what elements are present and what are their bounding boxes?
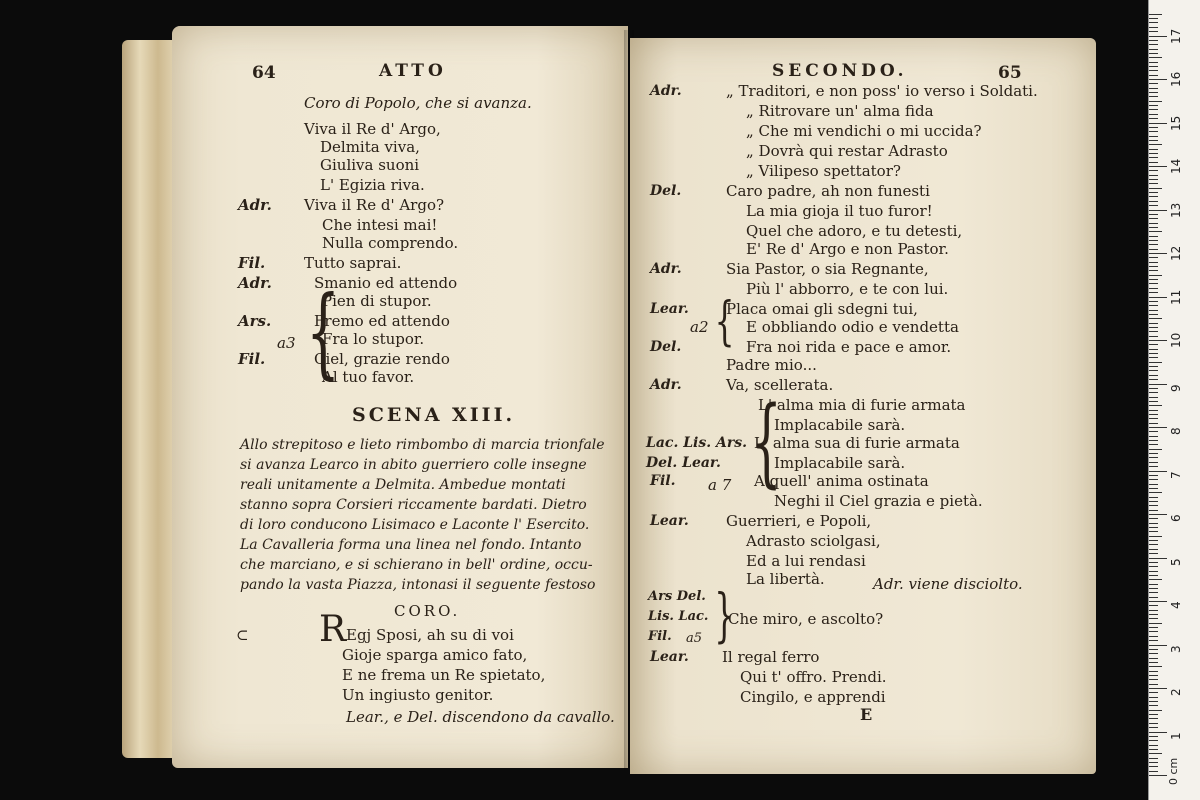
- ruler-tick: [1149, 688, 1167, 689]
- ruler-unit: 0 cm: [1167, 757, 1180, 785]
- ruler-tick: [1149, 571, 1158, 572]
- speaker-label: Del.: [650, 183, 682, 199]
- ruler-tick: [1149, 253, 1167, 254]
- ruler-number: 5: [1169, 557, 1183, 566]
- ruler-tick: [1149, 479, 1158, 480]
- ruler-tick: [1149, 357, 1158, 358]
- ruler-tick: [1149, 588, 1158, 589]
- ruler-tick: [1149, 109, 1158, 110]
- ruler-tick: [1149, 610, 1158, 611]
- ruler-tick: [1149, 679, 1158, 680]
- speaker-label: Adr.: [650, 261, 682, 277]
- ruler-number: 8: [1169, 427, 1183, 435]
- drop-cap: R: [319, 609, 347, 650]
- ruler-tick: [1149, 218, 1158, 219]
- ruler-tick: [1149, 562, 1158, 563]
- speaker-label: Fil.: [238, 350, 266, 368]
- ruler-tick: [1149, 492, 1162, 493]
- ruler-tick: [1149, 201, 1158, 202]
- ruler-tick: [1149, 366, 1158, 367]
- ruler-tick: [1149, 645, 1167, 646]
- ruler-tick: [1149, 544, 1158, 545]
- ruler-tick: [1149, 344, 1158, 345]
- ruler-tick: [1149, 740, 1158, 741]
- verse-line: Egj Sposi, ah su di voi: [346, 626, 514, 644]
- ruler-tick: [1149, 727, 1158, 728]
- ruler-tick: [1149, 631, 1158, 632]
- ruler-tick: [1149, 162, 1158, 163]
- ruler-tick: [1149, 388, 1158, 389]
- ruler-tick: [1149, 475, 1158, 476]
- ruler-tick: [1149, 701, 1158, 702]
- verse-line: Tutto saprai.: [304, 254, 402, 272]
- running-head: SECONDO.: [772, 61, 908, 81]
- ruler-tick: [1149, 427, 1167, 428]
- verse-line: Che miro, e ascolto?: [728, 610, 884, 628]
- ruler-tick: [1149, 536, 1162, 537]
- direction-line: si avanza Learco in abito guerriero colle insegne: [240, 457, 587, 473]
- ruler-tick: [1149, 527, 1158, 528]
- speaker-label: Adr.: [238, 196, 272, 214]
- ruler-tick: [1149, 127, 1158, 128]
- speaker-label: Lear.: [650, 513, 689, 529]
- ruler-tick: [1149, 149, 1158, 150]
- ruler-tick: [1149, 684, 1158, 685]
- verse-line: Padre mio...: [726, 356, 817, 374]
- left-page: [172, 26, 628, 768]
- ruler-tick: [1149, 188, 1162, 189]
- verse-line: L' alma mia di furie armata: [758, 396, 966, 414]
- ensemble-mark: a 7: [708, 476, 732, 494]
- ruler-number: 15: [1169, 115, 1183, 131]
- page-number: 65: [998, 63, 1022, 83]
- verse-line: Qui t' offro. Prendi.: [740, 668, 887, 686]
- ruler-tick: [1149, 257, 1158, 258]
- ruler-tick: [1149, 540, 1158, 541]
- ruler-tick: [1149, 323, 1158, 324]
- ruler-tick: [1149, 179, 1158, 180]
- ruler-tick: [1149, 414, 1158, 415]
- ruler-tick: [1149, 105, 1158, 106]
- group-speaker: Fil.: [648, 629, 672, 644]
- ruler-tick: [1149, 692, 1158, 693]
- speaker-label: Adr.: [650, 377, 682, 393]
- ruler-tick: [1149, 453, 1158, 454]
- verse-line: Il regal ferro: [722, 648, 820, 666]
- ruler-tick: [1149, 236, 1158, 237]
- ruler-tick: [1149, 266, 1158, 267]
- ruler-tick: [1149, 123, 1167, 124]
- right-page: [630, 38, 1096, 774]
- ruler-tick: [1149, 175, 1158, 176]
- ruler-tick: [1149, 40, 1158, 41]
- ruler-tick: [1149, 497, 1158, 498]
- ruler-tick: [1149, 318, 1162, 319]
- ruler-tick: [1149, 66, 1158, 67]
- ruler-tick: [1149, 231, 1162, 232]
- ruler-number: 4: [1169, 601, 1183, 609]
- speaker-label: Fil.: [238, 254, 266, 272]
- ruler-tick: [1149, 144, 1162, 145]
- verse-line: E' Re d' Argo e non Pastor.: [746, 240, 949, 258]
- speaker-label: Del.: [650, 339, 682, 355]
- ruler-tick: [1149, 214, 1158, 215]
- coro-title: CORO.: [394, 602, 461, 620]
- ruler-tick: [1149, 771, 1158, 772]
- direction-line: di loro conducono Lisimaco e Laconte l' Esercito.: [240, 517, 590, 533]
- verse-line: Implacabile sarà.: [774, 416, 906, 434]
- ruler-tick: [1149, 140, 1158, 141]
- ruler-tick: [1149, 196, 1158, 197]
- ensemble-mark: a2: [690, 318, 709, 336]
- verse-line: Più l' abborro, e te con lui.: [746, 280, 949, 298]
- ruler-tick: [1149, 375, 1158, 376]
- ruler-tick: [1149, 649, 1158, 650]
- direction-line: stanno sopra Corsieri riccamente bardati. Dietro: [240, 497, 587, 513]
- verse-line: Cingilo, e apprendi: [740, 688, 886, 706]
- ruler-tick: [1149, 705, 1158, 706]
- scene-title: SCENA XIII.: [352, 404, 516, 426]
- ruler-tick: [1149, 675, 1158, 676]
- verse-line: L' alma sua di furie armata: [754, 434, 960, 452]
- verse-line: „ Traditori, e non poss' io verso i Soldati.: [726, 82, 1038, 100]
- ruler-tick: [1149, 488, 1158, 489]
- ruler-tick: [1149, 714, 1158, 715]
- ruler-tick: [1149, 210, 1167, 211]
- ruler-tick: [1149, 297, 1167, 298]
- ruler-tick: [1149, 70, 1158, 71]
- ruler-tick: [1149, 49, 1158, 50]
- stage-direction: Coro di Popolo, che si avanza.: [304, 94, 532, 112]
- verse-line: „ Che mi vendichi o mi uccida?: [746, 122, 982, 140]
- speaker-label: Lac. Lis. Ars.: [646, 435, 747, 451]
- ruler-tick: [1149, 431, 1158, 432]
- direction-line: La Cavalleria forma una linea nel fondo. Intanto: [240, 537, 582, 553]
- ruler-tick: [1149, 758, 1158, 759]
- verse-line: Placa omai gli sdegni tui,: [726, 300, 918, 318]
- verse-line: Viva il Re d' Argo?: [304, 196, 445, 214]
- ruler-tick: [1149, 575, 1158, 576]
- verse-line: E ne frema un Re spietato,: [342, 666, 546, 684]
- ruler-tick: [1149, 501, 1158, 502]
- ruler-tick: [1149, 92, 1158, 93]
- verse-line: Viva il Re d' Argo,: [304, 120, 441, 138]
- ruler-number: 3: [1169, 644, 1183, 653]
- ruler-tick: [1149, 27, 1158, 28]
- ruler-tick: [1149, 118, 1158, 119]
- ruler-tick: [1149, 331, 1158, 332]
- verse-line: Un ingiusto genitor.: [342, 686, 494, 704]
- verse-line: La mia gioja il tuo furor!: [746, 202, 933, 220]
- verse-line: A quell' anima ostinata: [754, 472, 929, 490]
- verse-line: Fremo ed attendo: [314, 312, 450, 330]
- ruler-tick: [1149, 75, 1158, 76]
- ruler-tick: [1149, 340, 1167, 341]
- ruler-tick: [1149, 718, 1158, 719]
- brace-icon: {: [714, 292, 735, 352]
- ruler-tick: [1149, 362, 1162, 363]
- ruler-tick: [1149, 227, 1158, 228]
- ruler-tick: [1149, 44, 1158, 45]
- speaker-label: Fil.: [650, 473, 676, 489]
- ruler-tick: [1149, 553, 1158, 554]
- ruler-tick: [1149, 57, 1162, 58]
- ruler-tick: [1149, 418, 1158, 419]
- ruler-tick: [1149, 370, 1158, 371]
- ruler-tick: [1149, 392, 1158, 393]
- ruler-tick: [1149, 301, 1158, 302]
- ruler-tick: [1149, 523, 1158, 524]
- verse-line: E obbliando odio e vendetta: [746, 318, 959, 336]
- ruler-tick: [1149, 671, 1158, 672]
- ruler-number: 14: [1169, 158, 1183, 174]
- ruler-tick: [1149, 283, 1158, 284]
- ruler-tick: [1149, 775, 1167, 776]
- verse-line: L' Egizia riva.: [320, 176, 425, 194]
- ruler-tick: [1149, 444, 1158, 445]
- ruler-tick: [1149, 405, 1162, 406]
- ruler-tick: [1149, 558, 1167, 559]
- ruler-tick: [1149, 597, 1158, 598]
- ruler-number: 11: [1169, 289, 1183, 305]
- ruler-tick: [1149, 531, 1158, 532]
- ruler-tick: [1149, 314, 1158, 315]
- verse-line: Fra lo stupor.: [322, 330, 425, 348]
- verse-line: Al tuo favor.: [322, 368, 415, 386]
- speaker-label: Del. Lear.: [646, 455, 721, 471]
- ruler-tick: [1149, 766, 1158, 767]
- ruler-tick: [1149, 732, 1167, 733]
- ruler-tick: [1149, 584, 1158, 585]
- ruler-tick: [1149, 723, 1158, 724]
- ruler-tick: [1149, 101, 1162, 102]
- ruler-number: 2: [1169, 688, 1183, 696]
- ruler-tick: [1149, 96, 1158, 97]
- ruler-tick: [1149, 579, 1162, 580]
- verse-line: „ Ritrovare un' alma fida: [746, 102, 934, 120]
- ruler-tick: [1149, 88, 1158, 89]
- ruler-tick: [1149, 710, 1162, 711]
- verse-line: Nulla comprendo.: [322, 234, 459, 252]
- ruler-tick: [1149, 18, 1158, 19]
- verse-line: Giuliva suoni: [320, 156, 420, 174]
- verse-line: Fra noi rida e pace e amor.: [746, 338, 952, 356]
- ruler-tick: [1149, 288, 1158, 289]
- direction-line: Allo strepitoso e lieto rimbombo di marcia trionfale: [240, 437, 605, 453]
- ruler-tick: [1149, 762, 1158, 763]
- verse-line: Adrasto sciolgasi,: [746, 532, 881, 550]
- ruler-tick: [1149, 153, 1158, 154]
- ruler-tick: [1149, 614, 1158, 615]
- ruler-tick: [1149, 466, 1158, 467]
- ruler-tick: [1149, 666, 1162, 667]
- ruler-tick: [1149, 658, 1158, 659]
- stage-direction-bottom: Lear., e Del. discendono da cavallo.: [346, 708, 615, 726]
- ruler-tick: [1149, 662, 1158, 663]
- ruler-tick: [1149, 53, 1158, 54]
- verse-line: Smanio ed attendo: [314, 274, 458, 292]
- ruler-tick: [1149, 745, 1158, 746]
- catchword: E: [860, 705, 873, 724]
- ruler-tick: [1149, 166, 1167, 167]
- ruler-tick: [1149, 462, 1158, 463]
- ruler-tick: [1149, 618, 1158, 619]
- ruler-number: 16: [1169, 71, 1183, 87]
- ruler-tick: [1149, 401, 1158, 402]
- ruler-tick: [1149, 518, 1158, 519]
- ruler-tick: [1149, 249, 1158, 250]
- running-head: ATTO: [379, 61, 447, 81]
- verse-line: Delmita viva,: [320, 138, 420, 156]
- ruler-tick: [1149, 457, 1158, 458]
- ruler-tick: [1149, 753, 1162, 754]
- ruler-tick: [1149, 136, 1158, 137]
- ruler-tick: [1149, 510, 1158, 511]
- ruler-tick: [1149, 601, 1167, 602]
- ruler-tick: [1149, 223, 1158, 224]
- verse-line: Che intesi mai!: [322, 216, 438, 234]
- ruler-tick: [1149, 471, 1167, 472]
- ruler-tick: [1149, 270, 1158, 271]
- ruler-number: 9: [1169, 383, 1183, 392]
- ruler-tick: [1149, 505, 1158, 506]
- ruler-tick: [1149, 83, 1158, 84]
- ruler-tick: [1149, 349, 1158, 350]
- brace-icon: {: [306, 276, 341, 390]
- verse-line: Quel che adoro, e tu detesti,: [746, 222, 963, 240]
- ruler-tick: [1149, 279, 1158, 280]
- speaker-label: Lear.: [650, 301, 689, 317]
- speaker-label: Ars.: [238, 312, 272, 330]
- verse-line: Guerrieri, e Popoli,: [726, 512, 872, 530]
- ruler-tick: [1149, 327, 1158, 328]
- ruler-tick: [1149, 240, 1158, 241]
- ruler-tick: [1149, 736, 1158, 737]
- ruler-tick: [1149, 157, 1158, 158]
- inline-direction: Adr. viene disciolto.: [873, 575, 1023, 593]
- ruler-tick: [1149, 627, 1158, 628]
- brace-icon: }: [714, 581, 735, 649]
- ruler-tick: [1149, 440, 1158, 441]
- verse-line: Caro padre, ah non funesti: [726, 182, 930, 200]
- verse-line: Sia Pastor, o sia Regnante,: [726, 260, 929, 278]
- ruler-tick: [1149, 605, 1158, 606]
- ruler-tick: [1149, 31, 1158, 32]
- margin-mark-icon: ⊂: [236, 626, 249, 644]
- ruler-tick: [1149, 244, 1158, 245]
- group-speaker: Lis. Lac.: [648, 609, 709, 624]
- ruler-tick: [1149, 131, 1158, 132]
- ruler-tick: [1149, 749, 1158, 750]
- ruler-tick: [1149, 170, 1158, 171]
- ruler-tick: [1149, 183, 1158, 184]
- ruler-tick: [1149, 22, 1158, 23]
- ruler-tick: [1149, 653, 1158, 654]
- ruler-number: 12: [1169, 245, 1183, 261]
- ruler-tick: [1149, 310, 1158, 311]
- page-number: 64: [252, 63, 276, 83]
- verse-line: „ Dovrà qui restar Adrasto: [746, 142, 948, 160]
- ruler-tick: [1149, 275, 1162, 276]
- ensemble-mark: a5: [686, 631, 703, 646]
- ruler-tick: [1149, 623, 1162, 624]
- brace-icon: {: [751, 386, 782, 498]
- ruler-tick: [1149, 192, 1158, 193]
- ruler-tick: [1149, 336, 1158, 337]
- ruler-tick: [1149, 636, 1158, 637]
- ruler-tick: [1149, 410, 1158, 411]
- ruler-number: 10: [1169, 332, 1183, 348]
- verse-line: Gioje sparga amico fato,: [342, 646, 528, 664]
- verse-line: Ed a lui rendasi: [746, 552, 866, 570]
- ruler-tick: [1149, 592, 1158, 593]
- speaker-label: Adr.: [650, 83, 682, 99]
- verse-line: Pien di stupor.: [322, 292, 432, 310]
- ruler-tick: [1149, 36, 1167, 37]
- ruler-tick: [1149, 205, 1158, 206]
- ruler-number: 13: [1169, 202, 1183, 218]
- ruler-tick: [1149, 697, 1158, 698]
- ensemble-mark: a3: [277, 334, 296, 352]
- ruler-tick: [1149, 640, 1158, 641]
- ruler-tick: [1149, 79, 1167, 80]
- ruler-tick: [1149, 353, 1158, 354]
- ruler-tick: [1149, 14, 1162, 15]
- verse-line: Implacabile sarà.: [774, 454, 906, 472]
- verse-line: Ciel, grazie rendo: [314, 350, 450, 368]
- direction-line: che marciano, e si schierano in bell' ordine, occu-: [240, 557, 593, 573]
- verse-line: La libertà.: [746, 570, 825, 588]
- verse-line: „ Vilipeso spettator?: [746, 162, 901, 180]
- ruler-number: 17: [1169, 28, 1183, 44]
- ruler-number: 1: [1169, 731, 1183, 740]
- ruler-tick: [1149, 397, 1158, 398]
- speaker-label: Adr.: [238, 274, 272, 292]
- measuring-ruler: [1148, 0, 1200, 800]
- ruler-tick: [1149, 292, 1158, 293]
- verse-line: Va, scellerata.: [726, 376, 834, 394]
- ruler-tick: [1149, 484, 1158, 485]
- speaker-label: Lear.: [650, 649, 689, 665]
- direction-line: reali unitamente a Delmita. Ambedue montati: [240, 477, 566, 493]
- ruler-tick: [1149, 384, 1167, 385]
- ruler-tick: [1149, 423, 1158, 424]
- ruler-number: 6: [1169, 514, 1183, 522]
- ruler-tick: [1149, 262, 1158, 263]
- ruler-tick: [1149, 379, 1158, 380]
- ruler-tick: [1149, 566, 1158, 567]
- verse-line: Neghi il Ciel grazia e pietà.: [774, 492, 983, 510]
- ruler-tick: [1149, 514, 1167, 515]
- group-speaker: Ars Del.: [648, 589, 706, 604]
- ruler-tick: [1149, 114, 1158, 115]
- ruler-tick: [1149, 549, 1158, 550]
- ruler-tick: [1149, 449, 1162, 450]
- ruler-tick: [1149, 305, 1158, 306]
- direction-line: pando la vasta Piazza, intonasi il seguente festoso: [240, 577, 596, 593]
- ruler-tick: [1149, 436, 1158, 437]
- ruler-tick: [1149, 62, 1158, 63]
- ruler-number: 7: [1169, 470, 1183, 479]
